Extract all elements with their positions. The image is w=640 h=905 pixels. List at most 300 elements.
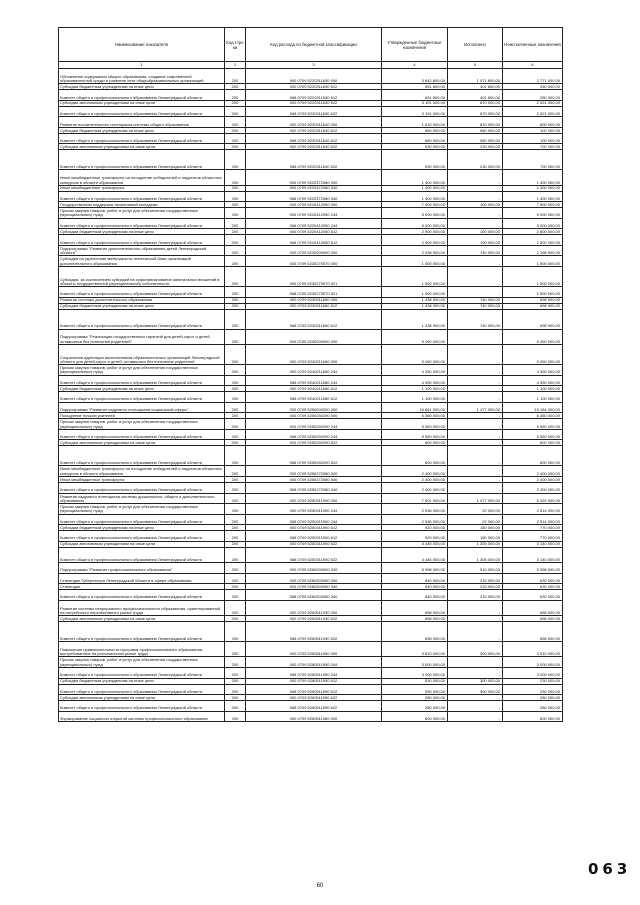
row-approved: 1 100 000,00 bbox=[382, 392, 448, 403]
row-line-code: 200 bbox=[225, 106, 246, 117]
row-remaining: 700 000,00 bbox=[503, 150, 563, 170]
row-classification-code: 068 0709 5250250290 622 bbox=[246, 446, 382, 466]
table-row bbox=[59, 678, 563, 684]
row-approved: 3 191 000,00 bbox=[382, 106, 448, 117]
row-remaining: 250 000,00 bbox=[503, 84, 563, 90]
row-line-code: 200 bbox=[225, 701, 246, 712]
row-classification-code: 000 0709 5250272080 540 bbox=[246, 477, 382, 483]
table-row bbox=[59, 504, 563, 515]
row-remaining: 1 500 000,00 bbox=[503, 256, 563, 267]
row-name: Государственная поддержка талантливой молодежи bbox=[59, 202, 225, 208]
row-approved: 2 536 000,00 bbox=[382, 514, 448, 525]
row-remaining: 3 000 000,00 bbox=[503, 668, 563, 679]
table-body bbox=[59, 69, 563, 722]
row-classification-code: 068 0709 5260303050 340 bbox=[246, 590, 382, 601]
table-row bbox=[59, 531, 563, 542]
row-classification-code: 068 0709 5250311900 612 bbox=[246, 531, 382, 542]
row-line-code: 200 bbox=[225, 684, 246, 695]
row-executed: - bbox=[448, 701, 503, 712]
row-executed: - bbox=[448, 218, 503, 229]
row-classification-code: 000 0709 5230270570 000 bbox=[246, 256, 382, 267]
row-executed: - bbox=[448, 466, 503, 477]
column-number: 5 bbox=[448, 62, 503, 69]
row-remaining: 4 390 000,00 bbox=[503, 365, 563, 376]
row-line-code: 200 bbox=[225, 600, 246, 615]
row-remaining: 1 500 000,00 bbox=[503, 267, 563, 287]
column-number: 1 bbox=[59, 62, 225, 69]
row-executed: 580 000,00 bbox=[448, 127, 503, 133]
row-executed: 810 000,00 bbox=[448, 117, 503, 128]
row-line-code: 200 bbox=[225, 267, 246, 287]
column-number: 3 bbox=[246, 62, 382, 69]
row-executed: - bbox=[448, 668, 503, 679]
table-row bbox=[59, 287, 563, 298]
table-row bbox=[59, 657, 563, 668]
row-approved: 651 800,00 bbox=[382, 90, 448, 101]
row-executed: - bbox=[448, 170, 503, 185]
row-name: Прочая закупка товаров, работ и услуг для обеспечения государственных (муниципальных) нужд bbox=[59, 504, 225, 515]
row-name: Комитет общего и профессионального образования Ленинградской области bbox=[59, 547, 225, 562]
table-row bbox=[59, 429, 563, 440]
row-remaining: 2 400 000,00 bbox=[503, 482, 563, 493]
table-row bbox=[59, 245, 563, 256]
row-line-code: 200 bbox=[225, 150, 246, 170]
row-line-code: 200 bbox=[225, 695, 246, 701]
row-remaining: 2 400 000,00 bbox=[503, 466, 563, 477]
row-approved: 3 000 000,00 bbox=[382, 657, 448, 668]
row-executed: 1 305 000,00 bbox=[448, 541, 503, 547]
row-classification-code: 000 0709 5260511960 000 bbox=[246, 711, 382, 722]
row-remaining: 658 000,00 bbox=[503, 600, 563, 615]
row-classification-code: 000 0709 5260511950 612 bbox=[246, 678, 382, 684]
table-row bbox=[59, 482, 563, 493]
table-row bbox=[59, 133, 563, 144]
table-row bbox=[59, 127, 563, 133]
row-name: Субсидии автономным учреждениям на иные цели bbox=[59, 440, 225, 446]
table-row bbox=[59, 191, 563, 202]
row-approved: 920 000,00 bbox=[382, 531, 448, 542]
row-executed: - bbox=[448, 256, 503, 267]
row-name: Комитет общего и профессионального образования Ленинградской области bbox=[59, 106, 225, 117]
table-row bbox=[59, 84, 563, 90]
row-approved: 5 560 000,00 bbox=[382, 419, 448, 430]
row-classification-code: 000 0709 5260303050 340 bbox=[246, 584, 382, 590]
row-remaining: 698 900,00 bbox=[503, 309, 563, 329]
row-approved: 2 400 000,00 bbox=[382, 482, 448, 493]
row-executed: 210 000,00 bbox=[448, 590, 503, 601]
row-name: Комитет общего и профессионального образования Ленинградской области bbox=[59, 590, 225, 601]
row-name: Стипендии Губернатора Ленинградской области в сфере образования bbox=[59, 573, 225, 584]
row-executed: - bbox=[448, 446, 503, 466]
row-name: Прочая закупка товаров, работ и услуг для обеспечения государственных (муниципальных) нужд bbox=[59, 208, 225, 219]
row-approved: 5 000 000,00 bbox=[382, 208, 448, 219]
row-line-code: 200 bbox=[225, 590, 246, 601]
row-line-code: 200 bbox=[225, 541, 246, 547]
row-remaining: 6 424 000,00 bbox=[503, 493, 563, 504]
row-classification-code: 000 0709 5260511930 622 bbox=[246, 616, 382, 622]
row-line-code: 200 bbox=[225, 218, 246, 229]
header-executed: Исполнено bbox=[448, 28, 503, 62]
row-line-code: 200 bbox=[225, 144, 246, 150]
row-name: Комитет общего и профессионального образования Ленинградской области bbox=[59, 514, 225, 525]
row-classification-code: 000 0709 5220372080 000 bbox=[246, 170, 382, 185]
row-line-code: 200 bbox=[225, 386, 246, 392]
row-classification-code: 068 0709 5240211680 612 bbox=[246, 392, 382, 403]
row-remaining: 630 000,00 bbox=[503, 573, 563, 584]
row-remaining: 1 500 000,00 bbox=[503, 287, 563, 298]
row-remaining: 6 360 000,00 bbox=[503, 413, 563, 419]
row-executed: 230 000,00 bbox=[448, 144, 503, 150]
row-remaining: 5 398 000,00 bbox=[503, 563, 563, 574]
row-line-code: 200 bbox=[225, 711, 246, 722]
row-executed: 100 000,00 bbox=[448, 235, 503, 246]
row-approved: 5 490 000,00 bbox=[382, 329, 448, 344]
row-classification-code: 000 0709 5220412050 000 bbox=[246, 202, 382, 208]
row-remaining: 800 000,00 bbox=[503, 446, 563, 466]
row-executed: - bbox=[448, 185, 503, 191]
table-row bbox=[59, 90, 563, 101]
row-approved: 930 000,00 bbox=[382, 150, 448, 170]
row-line-code: 200 bbox=[225, 170, 246, 185]
row-classification-code: 000 0709 5220412050 244 bbox=[246, 208, 382, 219]
row-remaining: 770 000,00 bbox=[503, 525, 563, 531]
row-name: Субсидии автономным учреждениям на иные цели bbox=[59, 541, 225, 547]
row-name: Субсидии бюджетным учреждениям на иные цели bbox=[59, 525, 225, 531]
row-executed: 22 000,00 bbox=[448, 514, 503, 525]
row-classification-code: 068 0709 5220412050 612 bbox=[246, 235, 382, 246]
row-line-code: 200 bbox=[225, 446, 246, 466]
row-name: Субсидии автономным учреждениям на иные цели bbox=[59, 100, 225, 106]
row-executed: - bbox=[448, 616, 503, 622]
row-approved: 840 000,00 bbox=[382, 573, 448, 584]
row-line-code: 200 bbox=[225, 287, 246, 298]
row-classification-code: 068 0709 5230311660 612 bbox=[246, 309, 382, 329]
row-name: Субсидия на укрепление материально-технической базы организаций дополнительного образования bbox=[59, 256, 225, 267]
row-executed: - bbox=[448, 392, 503, 403]
row-line-code: 200 bbox=[225, 208, 246, 219]
row-executed: 1 305 000,00 bbox=[448, 547, 503, 562]
row-name: Комитет общего и профессионального образования Ленинградской области bbox=[59, 701, 225, 712]
row-name: Подпрограмма "Развитие кадрового потенциала социальной сферы" bbox=[59, 402, 225, 413]
row-approved: 840 000,00 bbox=[382, 584, 448, 590]
row-name: Формирование социально открытой системы профессионального образования bbox=[59, 711, 225, 722]
row-approved: 1 100 000,00 bbox=[382, 386, 448, 392]
row-name: Обновление содержания общего образования, создание современной образовательной среды и развитие сети общеобразовательных организаций bbox=[59, 69, 225, 84]
row-approved: 1 438 900,00 bbox=[382, 303, 448, 309]
row-classification-code: 068 0709 5250250290 244 bbox=[246, 429, 382, 440]
row-name: Развитие системы непрерывного профессионального образования, ориентированной на потребности перспективного рынка труда bbox=[59, 600, 225, 615]
row-classification-code: 000 0709 5220311630 612 bbox=[246, 84, 382, 90]
row-remaining: 5 000 000,00 bbox=[503, 208, 563, 219]
row-line-code: 200 bbox=[225, 256, 246, 267]
row-remaining: 1 400 000,00 bbox=[503, 191, 563, 202]
row-remaining: 2 514 000,00 bbox=[503, 504, 563, 515]
header-approved: Утвержденные бюджетные назначения bbox=[382, 28, 448, 62]
row-remaining: 2 521 000,00 bbox=[503, 106, 563, 117]
row-remaining: 280 000,00 bbox=[503, 695, 563, 701]
header-name: Наименование показателя bbox=[59, 28, 225, 62]
row-name: Комитет общего и профессионального образования Ленинградской области bbox=[59, 375, 225, 386]
row-remaining: 700 000,00 bbox=[503, 144, 563, 150]
row-executed: - bbox=[448, 477, 503, 483]
row-classification-code: 000 0709 5260511930 000 bbox=[246, 600, 382, 615]
header-classification-code: Код расхода по бюджетной классификации bbox=[246, 28, 382, 62]
row-line-code: 200 bbox=[225, 84, 246, 90]
row-remaining: 3 000 000,00 bbox=[503, 657, 563, 668]
row-executed: - bbox=[448, 386, 503, 392]
row-remaining: 2 198 900,00 bbox=[503, 245, 563, 256]
row-name: Комитет общего и профессионального образования Ленинградской области bbox=[59, 684, 225, 695]
row-name: Иные межбюджетные трансферты на поощрение победителей и лауреатов областных конкурсов в области образования bbox=[59, 170, 225, 185]
row-remaining: 2 514 000,00 bbox=[503, 514, 563, 525]
table-row bbox=[59, 375, 563, 386]
table-row bbox=[59, 218, 563, 229]
row-approved: 680 000,00 bbox=[382, 127, 448, 133]
row-remaining: 658 000,00 bbox=[503, 622, 563, 642]
row-executed: 150 000,00 bbox=[448, 525, 503, 531]
row-name: Комитет общего и профессионального образования Ленинградской области bbox=[59, 668, 225, 679]
row-executed: 670 000,00 bbox=[448, 100, 503, 106]
row-name: Комитет общего и профессионального образования Ленинградской области bbox=[59, 392, 225, 403]
table-row bbox=[59, 100, 563, 106]
row-remaining: 230 000,00 bbox=[503, 678, 563, 684]
row-approved: 280 000,00 bbox=[382, 695, 448, 701]
row-remaining: 3 140 000,00 bbox=[503, 547, 563, 562]
row-approved: 1 400 000,00 bbox=[382, 191, 448, 202]
row-line-code: 200 bbox=[225, 440, 246, 446]
table-row bbox=[59, 256, 563, 267]
row-classification-code: 068 0709 5220311640 622 bbox=[246, 150, 382, 170]
row-line-code: 200 bbox=[225, 235, 246, 246]
row-line-code: 200 bbox=[225, 429, 246, 440]
row-line-code: 200 bbox=[225, 547, 246, 562]
table-row bbox=[59, 345, 563, 365]
table-row bbox=[59, 365, 563, 376]
row-executed: - bbox=[448, 413, 503, 419]
row-line-code: 200 bbox=[225, 303, 246, 309]
row-remaining: 630 000,00 bbox=[503, 590, 563, 601]
row-approved: 4 445 000,00 bbox=[382, 547, 448, 562]
row-approved: 680 000,00 bbox=[382, 133, 448, 144]
table-row bbox=[59, 150, 563, 170]
row-approved: 1 400 000,00 bbox=[382, 185, 448, 191]
row-name: Стипендии bbox=[59, 584, 225, 590]
row-classification-code: 068 0709 5250272080 540 bbox=[246, 482, 382, 493]
row-approved: 2 400 000,00 bbox=[382, 466, 448, 477]
row-remaining: 230 000,00 bbox=[503, 684, 563, 695]
row-approved: 1 500 000,00 bbox=[382, 256, 448, 267]
page-number: 60 bbox=[316, 883, 324, 889]
row-name: Комитет общего и профессионального образования Ленинградской области bbox=[59, 90, 225, 101]
row-classification-code: 000 0709 5260511950 000 bbox=[246, 642, 382, 657]
row-classification-code: 068 0709 5260511950 244 bbox=[246, 668, 382, 679]
row-approved: 658 000,00 bbox=[382, 622, 448, 642]
row-name: Субсидии бюджетным учреждениям на иные цели bbox=[59, 678, 225, 684]
row-line-code: 200 bbox=[225, 573, 246, 584]
table-row bbox=[59, 541, 563, 547]
row-approved: 280 000,00 bbox=[382, 701, 448, 712]
table-row bbox=[59, 392, 563, 403]
row-name: Комитет общего и профессионального образования Ленинградской области bbox=[59, 150, 225, 170]
row-executed: - bbox=[448, 695, 503, 701]
row-approved: 5 560 000,00 bbox=[382, 429, 448, 440]
row-executed: 1 071 800,00 bbox=[448, 69, 503, 84]
row-line-code: 200 bbox=[225, 392, 246, 403]
table-row bbox=[59, 235, 563, 246]
row-approved: 658 000,00 bbox=[382, 600, 448, 615]
row-classification-code: 000 0709 5260511950 622 bbox=[246, 695, 382, 701]
row-line-code: 200 bbox=[225, 297, 246, 303]
row-name: Прочая закупка товаров, работ и услуг для обеспечения государственных (муниципальных) нужд bbox=[59, 657, 225, 668]
row-executed: - bbox=[448, 440, 503, 446]
table-row bbox=[59, 309, 563, 329]
row-line-code: 200 bbox=[225, 514, 246, 525]
row-approved: 5 490 000,00 bbox=[382, 345, 448, 365]
row-classification-code: 000 0709 5250272080 000 bbox=[246, 466, 382, 477]
table-row bbox=[59, 590, 563, 601]
row-line-code: 200 bbox=[225, 100, 246, 106]
row-approved: 4 390 000,00 bbox=[382, 365, 448, 376]
row-line-code: 200 bbox=[225, 531, 246, 542]
row-classification-code: 000 0709 5220311630 000 bbox=[246, 69, 382, 84]
row-executed: 401 800,00 bbox=[448, 84, 503, 90]
row-name: Социальная адаптация воспитанников образовательных организаций Ленинградской области для детей-сирот и детей, оставшихся без попечения родителей bbox=[59, 345, 225, 365]
row-executed: - bbox=[448, 329, 503, 344]
row-classification-code: 068 0709 5250311900 244 bbox=[246, 514, 382, 525]
row-approved: 930 000,00 bbox=[382, 144, 448, 150]
row-line-code: 200 bbox=[225, 419, 246, 430]
table-row bbox=[59, 701, 563, 712]
row-approved: 3 191 000,00 bbox=[382, 100, 448, 106]
row-line-code: 200 bbox=[225, 69, 246, 84]
table-row bbox=[59, 208, 563, 219]
table-row bbox=[59, 622, 563, 642]
row-executed: - bbox=[448, 365, 503, 376]
row-classification-code: 000 0709 5240211680 000 bbox=[246, 345, 382, 365]
row-remaining: 280 000,00 bbox=[503, 701, 563, 712]
row-classification-code: 000 0709 5260000000 000 bbox=[246, 563, 382, 574]
row-classification-code: 000 0709 5230270570 521 bbox=[246, 267, 382, 287]
row-executed: - bbox=[448, 375, 503, 386]
row-name: Прочая закупка товаров, работ и услуг для обеспечения государственных (муниципальных) нужд bbox=[59, 365, 225, 376]
row-classification-code: 068 0709 5220311640 612 bbox=[246, 133, 382, 144]
row-executed: 100 000,00 bbox=[448, 229, 503, 235]
row-line-code: 200 bbox=[225, 365, 246, 376]
row-remaining: 3 140 000,00 bbox=[503, 541, 563, 547]
row-executed: 210 000,00 bbox=[448, 584, 503, 590]
table-row bbox=[59, 297, 563, 303]
table-row bbox=[59, 69, 563, 84]
row-name: Развитие воспитательного потенциала системы общего образования bbox=[59, 117, 225, 128]
row-remaining: 2 521 000,00 bbox=[503, 100, 563, 106]
row-approved: 4 445 000,00 bbox=[382, 541, 448, 547]
table-row bbox=[59, 684, 563, 695]
row-line-code: 200 bbox=[225, 525, 246, 531]
row-remaining: 250 000,00 bbox=[503, 90, 563, 101]
row-name: Подпрограмма "Развитие дополнительного образования детей Ленинградской области" bbox=[59, 245, 225, 256]
row-executed: 401 800,00 bbox=[448, 90, 503, 101]
row-executed: 740 000,00 bbox=[448, 309, 503, 329]
table-row bbox=[59, 402, 563, 413]
row-approved: 3 842 800,00 bbox=[382, 69, 448, 84]
row-executed: 22 000,00 bbox=[448, 504, 503, 515]
row-line-code: 200 bbox=[225, 477, 246, 483]
row-approved: 2 938 900,00 bbox=[382, 245, 448, 256]
table-row bbox=[59, 466, 563, 477]
row-name: Комитет общего и профессионального образования Ленинградской области bbox=[59, 482, 225, 493]
table-row bbox=[59, 229, 563, 235]
row-approved: 2 536 000,00 bbox=[382, 504, 448, 515]
row-approved: 1 500 000,00 bbox=[382, 267, 448, 287]
header-remaining: Неисполненные назначения bbox=[503, 28, 563, 62]
row-approved: 1 400 000,00 bbox=[382, 170, 448, 185]
row-name: Подпрограмма "Реализация государственных гарантий для детей-сирот и детей, оставшихся без попечения родителей" bbox=[59, 329, 225, 344]
table-row bbox=[59, 514, 563, 525]
row-remaining: 3 510 000,00 bbox=[503, 642, 563, 657]
row-line-code: 200 bbox=[225, 413, 246, 419]
row-name: Иные межбюджетные трансферты на поощрение победителей и лауреатов областных конкурсов в области образования bbox=[59, 466, 225, 477]
row-line-code: 200 bbox=[225, 345, 246, 365]
row-line-code: 200 bbox=[225, 229, 246, 235]
row-name: Развитие кадрового потенциала системы дошкольного, общего и дополнительного образования bbox=[59, 493, 225, 504]
row-approved: 651 800,00 bbox=[382, 84, 448, 90]
row-approved: 2 400 000,00 bbox=[382, 477, 448, 483]
row-name: Комитет общего и профессионального образования Ленинградской области bbox=[59, 622, 225, 642]
row-executed: - bbox=[448, 208, 503, 219]
row-remaining: 698 900,00 bbox=[503, 297, 563, 303]
row-executed: 300 000,00 bbox=[448, 684, 503, 695]
row-executed: 1 477 000,00 bbox=[448, 493, 503, 504]
row-line-code: 200 bbox=[225, 329, 246, 344]
row-name: Субсидии бюджетным учреждениям на иные цели bbox=[59, 303, 225, 309]
row-executed: 150 000,00 bbox=[448, 531, 503, 542]
row-classification-code: 068 0709 5260511950 612 bbox=[246, 684, 382, 695]
row-name: Поощрение лучших учителей bbox=[59, 413, 225, 419]
row-line-code: 200 bbox=[225, 642, 246, 657]
row-remaining: 5 000 000,00 bbox=[503, 218, 563, 229]
table-row bbox=[59, 419, 563, 430]
row-remaining: 4 390 000,00 bbox=[503, 375, 563, 386]
row-remaining: 1 400 000,00 bbox=[503, 185, 563, 191]
row-remaining: 800 000,00 bbox=[503, 440, 563, 446]
row-approved: 2 900 000,00 bbox=[382, 229, 448, 235]
row-approved: 1 500 000,00 bbox=[382, 287, 448, 298]
row-name: Иные межбюджетные трансферты bbox=[59, 477, 225, 483]
row-classification-code: 068 0709 5260511930 622 bbox=[246, 622, 382, 642]
row-executed: 510 000,00 bbox=[448, 563, 503, 574]
row-executed: 300 000,00 bbox=[448, 642, 503, 657]
row-classification-code: 000 0709 5230000000 000 bbox=[246, 245, 382, 256]
table-row bbox=[59, 600, 563, 615]
row-approved: 5 908 000,00 bbox=[382, 563, 448, 574]
row-executed: 670 000,00 bbox=[448, 106, 503, 117]
row-name: Комитет общего и профессионального образования Ленинградской области bbox=[59, 218, 225, 229]
row-line-code: 200 bbox=[225, 309, 246, 329]
row-executed: - bbox=[448, 267, 503, 287]
row-remaining: 630 000,00 bbox=[503, 584, 563, 590]
row-classification-code: 000 0709 5250311900 612 bbox=[246, 525, 382, 531]
header-line-code: Код стро ки bbox=[225, 28, 246, 62]
row-name: Субсидии бюджетным учреждениям на иные цели bbox=[59, 386, 225, 392]
row-remaining: 800 000,00 bbox=[503, 117, 563, 128]
row-remaining: 100 000,00 bbox=[503, 127, 563, 133]
row-approved: 530 000,00 bbox=[382, 678, 448, 684]
row-line-code: 200 bbox=[225, 117, 246, 128]
row-line-code: 200 bbox=[225, 657, 246, 668]
row-line-code: 200 bbox=[225, 90, 246, 101]
row-classification-code: 000 0709 5260303050 000 bbox=[246, 573, 382, 584]
table-row bbox=[59, 573, 563, 584]
